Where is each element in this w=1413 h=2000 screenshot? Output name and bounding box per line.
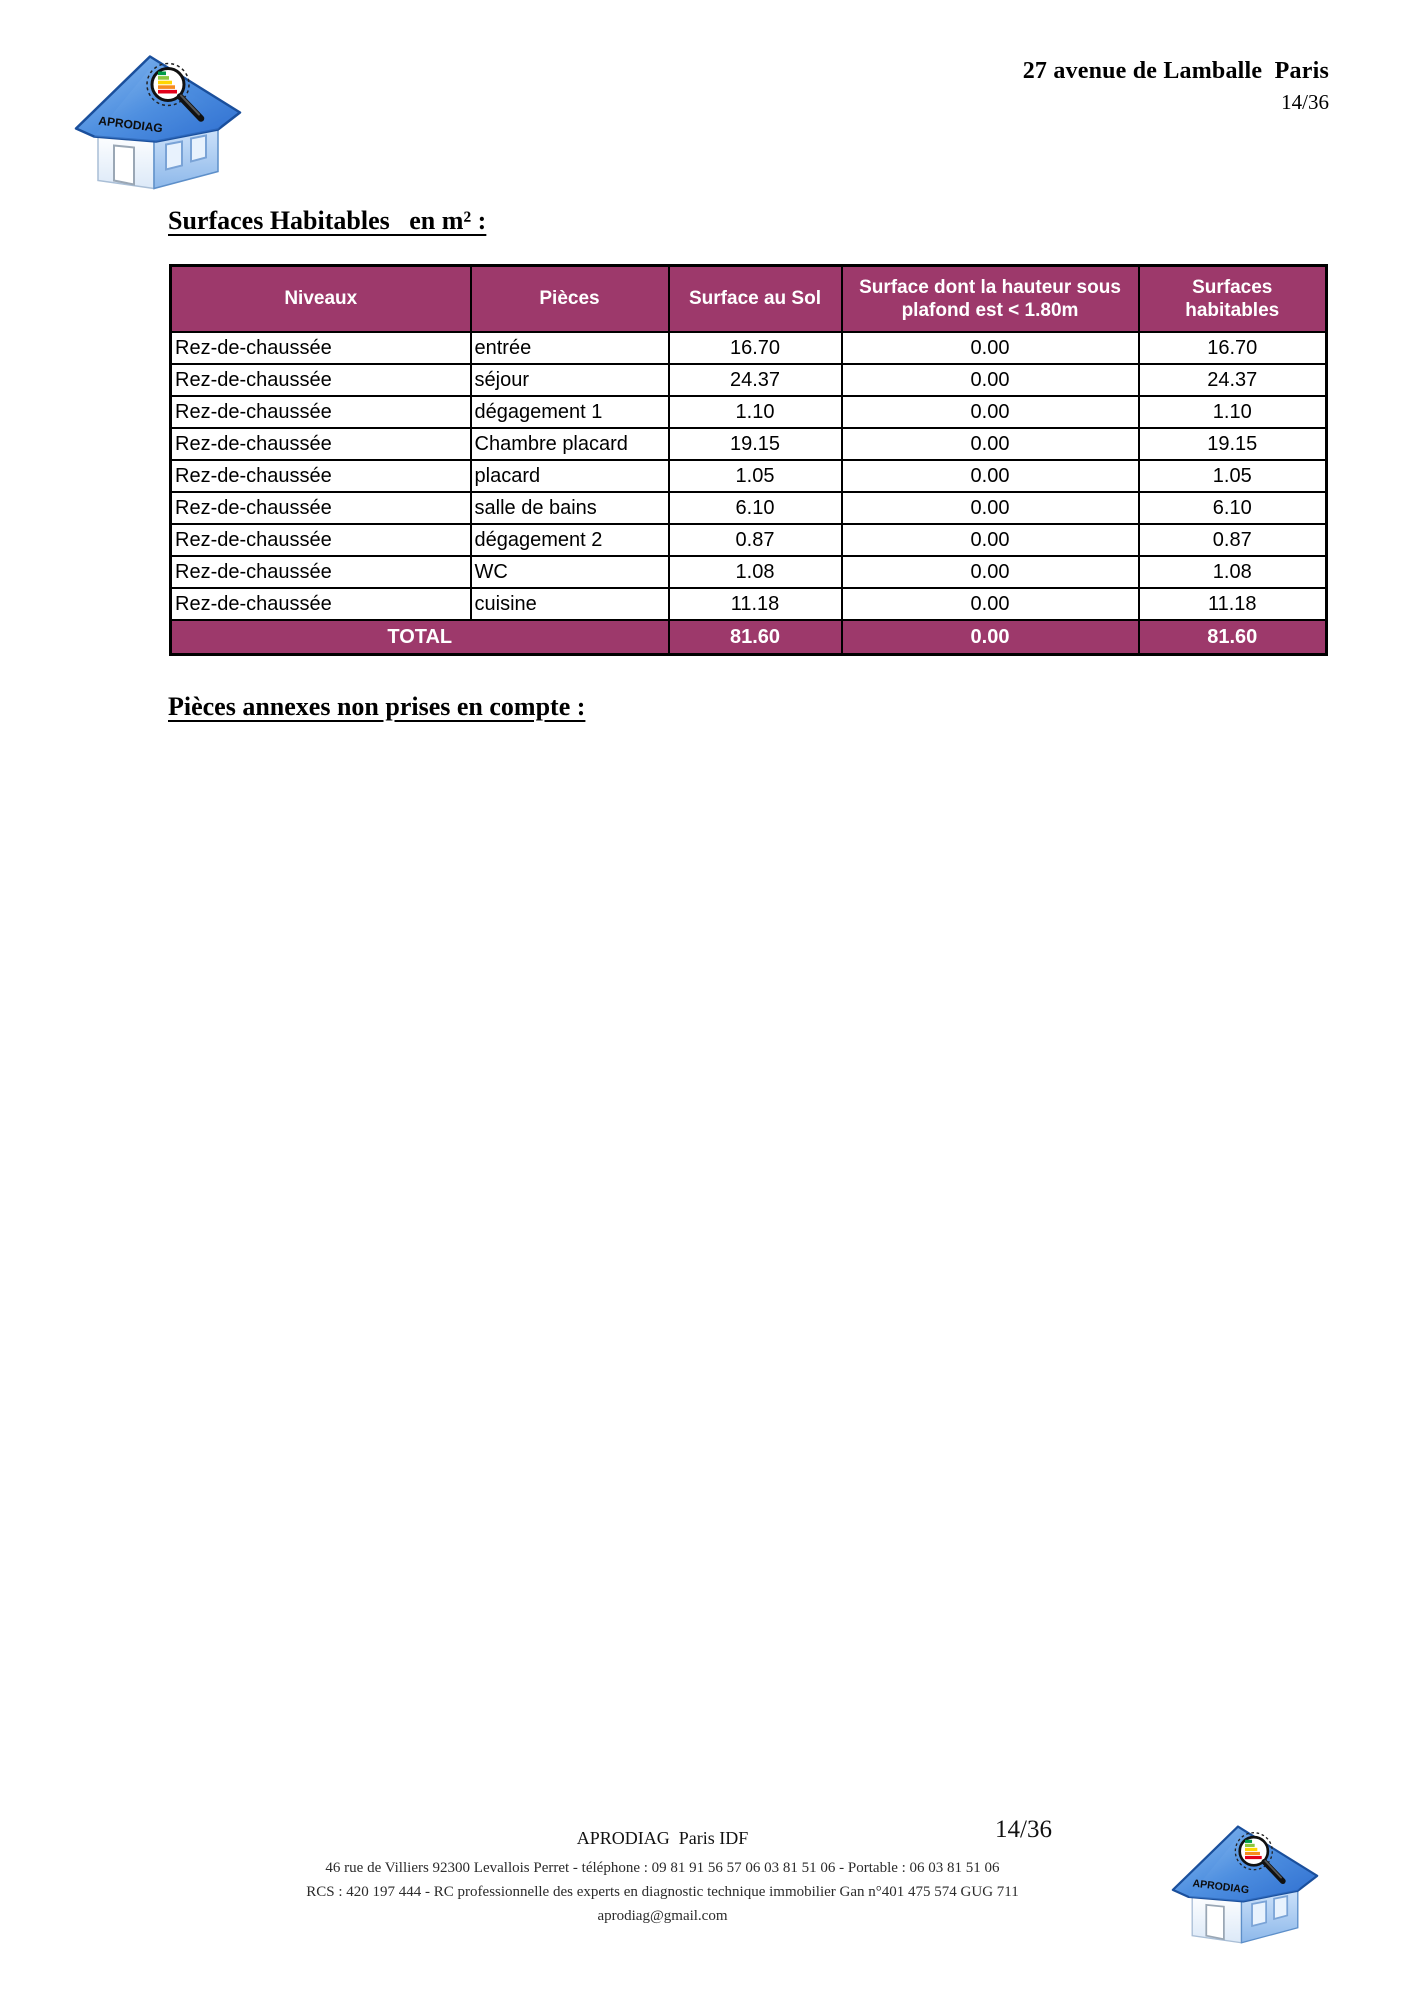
cell-piece: dégagement 2 <box>471 524 669 556</box>
cell-surface-sol: 1.05 <box>669 460 842 492</box>
cell-surface-habitable: 24.37 <box>1139 364 1327 396</box>
cell-surface-sous-plafond: 0.00 <box>842 460 1139 492</box>
aprodiag-logo-icon <box>68 42 248 197</box>
footer-email: aprodiag@gmail.com <box>597 1908 728 1924</box>
cell-surface-habitable: 16.70 <box>1139 332 1327 364</box>
col-niveaux: Niveaux <box>171 266 471 333</box>
col-surfaces-habitables: Surfaces habitables <box>1139 266 1327 333</box>
cell-niveau: Rez-de-chaussée <box>171 524 471 556</box>
cell-piece: salle de bains <box>471 492 669 524</box>
cell-surface-sol: 0.87 <box>669 524 842 556</box>
property-address: 27 avenue de Lamballe Paris <box>1022 58 1329 84</box>
total-surface-sous-plafond: 0.00 <box>842 620 1139 655</box>
col-surface-sol: Surface au Sol <box>669 266 842 333</box>
cell-piece: séjour <box>471 364 669 396</box>
table-header <box>171 266 1327 333</box>
table-row <box>171 556 1327 588</box>
cell-surface-sol: 16.70 <box>669 332 842 364</box>
table-row <box>171 396 1327 428</box>
footer-address-line: 46 rue de Villiers 92300 Levallois Perret - téléphone : 09 81 91 56 57 06 03 81 51 06 - Portable : 06 03 81 51 06 <box>325 1860 1000 1876</box>
cell-surface-sol: 6.10 <box>669 492 842 524</box>
cell-surface-habitable: 1.05 <box>1139 460 1327 492</box>
footer-company: APRODIAG Paris IDF <box>576 1828 749 1848</box>
cell-surface-sous-plafond: 0.00 <box>842 332 1139 364</box>
table-row <box>171 332 1327 364</box>
cell-surface-sous-plafond: 0.00 <box>842 396 1139 428</box>
cell-niveau: Rez-de-chaussée <box>171 364 471 396</box>
cell-surface-habitable: 19.15 <box>1139 428 1327 460</box>
table-row <box>171 588 1327 620</box>
page-number-bottom: 14/36 <box>995 1816 1052 1843</box>
cell-surface-sous-plafond: 0.00 <box>842 588 1139 620</box>
table-total-row <box>171 620 1327 655</box>
cell-surface-sol: 24.37 <box>669 364 842 396</box>
cell-niveau: Rez-de-chaussée <box>171 556 471 588</box>
col-surface-sous-plafond: Surface dont la hauteur sous plafond est < 1.80m <box>842 266 1139 333</box>
table-body <box>171 332 1327 620</box>
footer-rcs-line: RCS : 420 197 444 - RC professionnelle des experts en diagnostic technique immobilier Gan n°401 475 574 GUG 711 <box>306 1884 1019 1900</box>
cell-surface-habitable: 1.08 <box>1139 556 1327 588</box>
cell-surface-sous-plafond: 0.00 <box>842 556 1139 588</box>
col-pieces: Pièces <box>471 266 669 333</box>
cell-surface-sol: 19.15 <box>669 428 842 460</box>
total-surface-sol: 81.60 <box>669 620 842 655</box>
table-footer <box>171 620 1327 655</box>
cell-surface-sol: 1.10 <box>669 396 842 428</box>
cell-niveau: Rez-de-chaussée <box>171 332 471 364</box>
cell-niveau: Rez-de-chaussée <box>171 460 471 492</box>
table-row <box>171 492 1327 524</box>
cell-niveau: Rez-de-chaussée <box>171 396 471 428</box>
table-row <box>171 524 1327 556</box>
cell-surface-sous-plafond: 0.00 <box>842 428 1139 460</box>
cell-piece: dégagement 1 <box>471 396 669 428</box>
table-row <box>171 364 1327 396</box>
cell-niveau: Rez-de-chaussée <box>171 428 471 460</box>
cell-piece: cuisine <box>471 588 669 620</box>
cell-surface-sous-plafond: 0.00 <box>842 492 1139 524</box>
cell-piece: entrée <box>471 332 669 364</box>
cell-surface-habitable: 0.87 <box>1139 524 1327 556</box>
cell-surface-sous-plafond: 0.00 <box>842 524 1139 556</box>
aprodiag-logo-icon <box>1162 1816 1328 1948</box>
cell-surface-habitable: 6.10 <box>1139 492 1327 524</box>
cell-surface-sol: 11.18 <box>669 588 842 620</box>
cell-surface-habitable: 1.10 <box>1139 396 1327 428</box>
page-number-top: 14/36 <box>1281 90 1329 114</box>
table-row <box>171 460 1327 492</box>
cell-surface-habitable: 11.18 <box>1139 588 1327 620</box>
total-surface-habitable: 81.60 <box>1139 620 1327 655</box>
cell-surface-sol: 1.08 <box>669 556 842 588</box>
table-row <box>171 428 1327 460</box>
total-label: TOTAL <box>171 620 669 655</box>
cell-niveau: Rez-de-chaussée <box>171 588 471 620</box>
cell-surface-sous-plafond: 0.00 <box>842 364 1139 396</box>
surfaces-table <box>169 264 1328 656</box>
cell-piece: WC <box>471 556 669 588</box>
cell-niveau: Rez-de-chaussée <box>171 492 471 524</box>
surfaces-habitables-heading: Surfaces Habitables en m² : <box>168 206 487 235</box>
cell-piece: placard <box>471 460 669 492</box>
cell-piece: Chambre placard <box>471 428 669 460</box>
pieces-annexes-heading: Pièces annexes non prises en compte : <box>168 692 586 721</box>
page-header <box>1023 58 1329 115</box>
